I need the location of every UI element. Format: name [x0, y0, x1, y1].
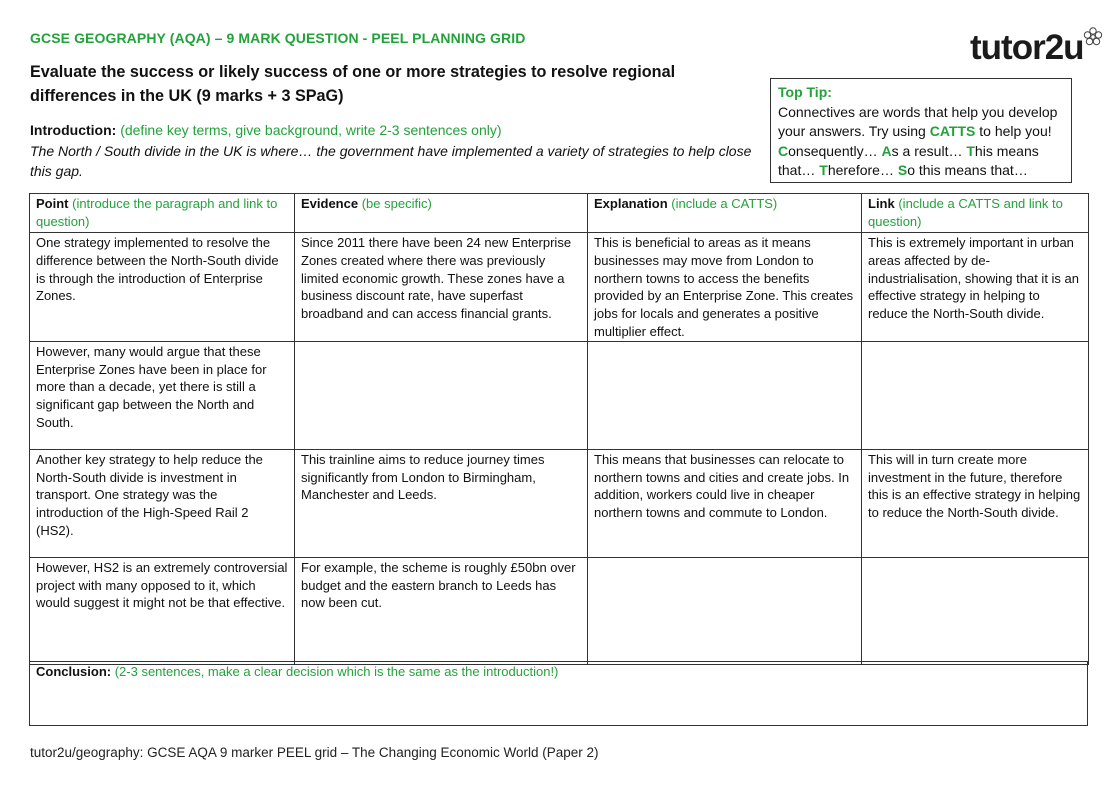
tutor2u-logo [970, 26, 1110, 72]
evidence-cell[interactable]: Since 2011 there have been 24 new Enterprise Zones created where there was previously limited economic growth. These zones have a business discount rate, have superfast broadband and can access financial grants. [295, 233, 588, 342]
evidence-cell[interactable]: For example, the scheme is roughly £50bn over budget and the eastern branch to Leeds has now been cut. [295, 557, 588, 664]
document-title: GCSE GEOGRAPHY (AQA) – 9 MARK QUESTION - PEEL PLANNING GRID [30, 30, 526, 46]
conclusion-label: Conclusion: [36, 664, 112, 679]
evidence-cell[interactable] [295, 341, 588, 449]
header-point [30, 194, 295, 233]
explanation-cell[interactable]: This means that businesses can relocate to northern towns and cities and create jobs. In addition, workers could live in cheaper northern towns and commute to London. [588, 449, 862, 557]
point-cell[interactable]: Another key strategy to help reduce the North-South divide is investment in transport. One strategy was the introduction of the High-Speed Rail 2 (HS2). [30, 449, 295, 557]
header-hint: (include a CATTS) [667, 196, 778, 211]
header-hint: (be specific) [358, 196, 432, 211]
flower-icon [1082, 26, 1104, 48]
peel-grid [29, 193, 1089, 665]
catts-word: herefore… [827, 162, 898, 178]
question-text: Evaluate the success or likely success of one or more strategies to resolve regional differences in the UK (9 marks + 3 SPaG) [30, 63, 676, 105]
link-cell[interactable]: This will in turn create more investment in the future, therefore this is an effective strategy in helping to reduce the North-South divide. [862, 449, 1089, 557]
grid-header-row [30, 194, 1089, 233]
catts-word: onsequently… [788, 142, 882, 159]
header-hint: (include a CATTS and link to question) [868, 196, 1063, 229]
point-cell[interactable]: However, HS2 is an extremely controversial project with many opposed to it, which would suggest it might not be that effective. [30, 557, 295, 664]
top-tip-box [770, 78, 1072, 183]
catts-letter: C [778, 142, 789, 159]
header-label: Link [868, 196, 895, 211]
table-row [30, 557, 1089, 664]
footer-text: tutor2u/geography: GCSE AQA 9 marker PEEL grid – The Changing Economic World (Paper 2) [30, 745, 599, 760]
header-link [862, 194, 1089, 233]
introduction-section [30, 120, 760, 182]
header-label: Evidence [301, 196, 359, 211]
introduction-example: The North / South divide in the UK is where… the government have implemented a variety of strategies to help close this gap. [30, 142, 752, 179]
catts-letter: S [897, 162, 908, 178]
catts-letter: T [966, 142, 975, 159]
catts-word: s a result… [891, 142, 967, 159]
catts-word: o this means that… [907, 162, 1028, 178]
link-cell[interactable] [862, 557, 1089, 664]
table-row [30, 233, 1089, 342]
header-hint: (introduce the paragraph and link to question) [36, 196, 278, 229]
point-cell[interactable]: One strategy implemented to resolve the difference between the North-South divide is through the introduction of Enterprise Zones. [30, 233, 295, 342]
header-label: Explanation [594, 196, 668, 211]
catts-letter: T [819, 162, 828, 178]
evidence-cell[interactable]: This trainline aims to reduce journey times significantly from London to Birmingham, Manchester and Leeds. [295, 449, 588, 557]
table-row [30, 449, 1089, 557]
header-evidence [295, 194, 588, 233]
link-cell[interactable] [862, 341, 1089, 449]
explanation-cell[interactable] [588, 557, 862, 664]
conclusion-hint: (2-3 sentences, make a clear decision which is the same as the introduction!) [111, 664, 559, 679]
catts-keyword: CATTS [929, 123, 976, 139]
header-explanation [588, 194, 862, 233]
top-tip-text-end: to help you! [975, 123, 1052, 139]
top-tip-text: Connectives are words that help you develop your answers. Try using [778, 103, 1058, 139]
conclusion-box[interactable] [29, 661, 1088, 726]
link-cell[interactable]: This is extremely important in urban areas affected by de-industrialisation, showing that it is an effective strategy in helping to reduce the North-South divide. [862, 233, 1089, 342]
introduction-label: Introduction: [30, 122, 117, 138]
logo-text: tutor2u [970, 28, 1084, 67]
point-cell[interactable]: However, many would argue that these Enterprise Zones have been in place for more than a decade, yet there is still a significant gap between the North and South. [30, 341, 295, 449]
catts-word: his means that… [778, 142, 1039, 178]
catts-examples [778, 143, 1039, 179]
header-label: Point [36, 196, 69, 211]
catts-letter: A [881, 142, 892, 159]
explanation-cell[interactable] [588, 341, 862, 449]
top-tip-title: Top Tip: [778, 84, 832, 100]
table-row [30, 341, 1089, 449]
explanation-cell[interactable]: This is beneficial to areas as it means businesses may move from London to northern towns to access the benefits provided by an Enterprise Zone. This creates jobs for locals and generates a positive multiplier effect. [588, 233, 862, 342]
introduction-hint: (define key terms, give background, write 2-3 sentences only) [116, 122, 502, 138]
